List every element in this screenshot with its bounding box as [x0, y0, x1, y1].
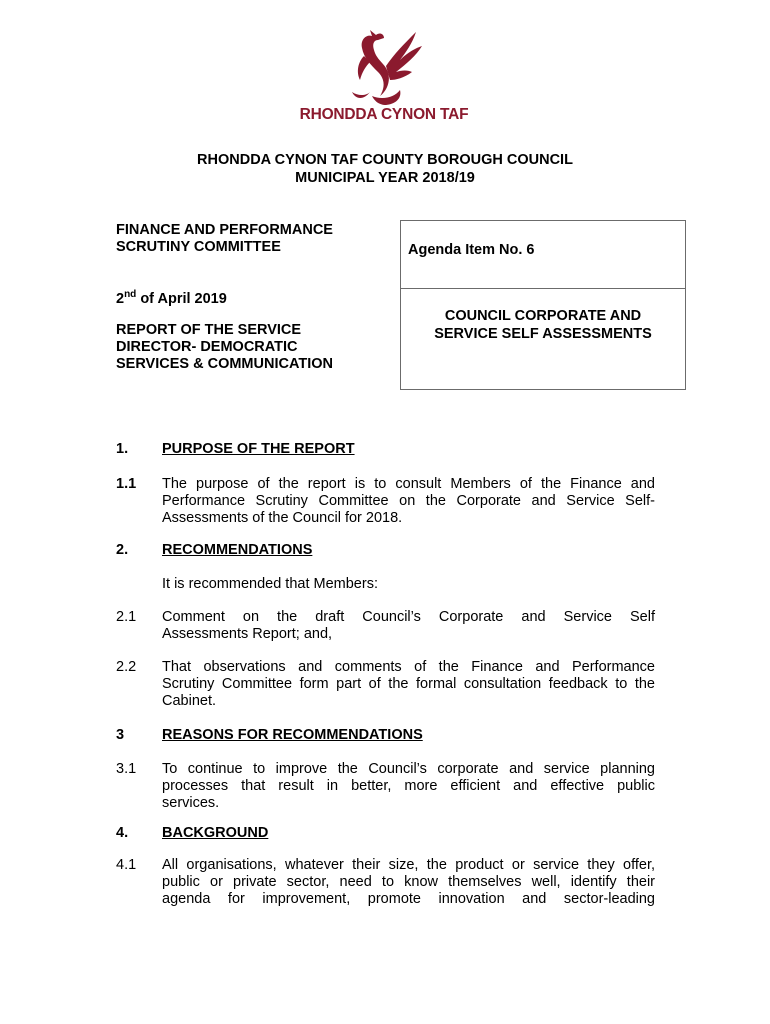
paragraph-number: 4.1 — [116, 857, 137, 873]
paragraph-line: All organisations, whatever their size, the product or service they offer, — [162, 857, 655, 873]
paragraph-number: 3.1 — [116, 761, 137, 777]
report-author — [116, 322, 333, 373]
report-line: DIRECTOR- DEMOCRATIC — [116, 339, 298, 355]
section-heading: RECOMMENDATIONS — [162, 542, 313, 558]
council-logo — [296, 26, 472, 130]
section-heading: PURPOSE OF THE REPORT — [162, 441, 355, 457]
section-heading: REASONS FOR RECOMMENDATIONS — [162, 727, 423, 743]
report-title-line: COUNCIL CORPORATE AND — [444, 308, 642, 324]
paragraph-line: services. — [162, 795, 220, 811]
paragraph — [162, 761, 655, 812]
section-number: 4. — [116, 825, 129, 841]
committee-line: FINANCE AND PERFORMANCE — [116, 222, 333, 238]
box-divider — [401, 288, 685, 289]
section-number: 2. — [116, 542, 129, 558]
agenda-box — [400, 220, 686, 390]
recommendation-intro: It is recommended that Members: — [162, 576, 378, 592]
section-number: 1. — [116, 441, 129, 457]
report-title — [401, 307, 685, 343]
section-heading: BACKGROUND — [162, 825, 269, 841]
report-title-line: SERVICE SELF ASSESSMENTS — [434, 326, 652, 342]
paragraph-number: 2.1 — [116, 609, 137, 625]
paragraph — [162, 857, 655, 908]
municipal-year: MUNICIPAL YEAR 2018/19 — [295, 170, 475, 186]
paragraph-line: Scrutiny Committee form part of the formal consultation feedback to the — [162, 676, 655, 692]
section-number: 3 — [116, 727, 125, 743]
paragraph-number: 1.1 — [116, 476, 137, 492]
paragraph-line: Comment on the draft Council’s Corporate and Service Self — [162, 609, 655, 625]
dragon-emblem-icon — [342, 26, 426, 106]
paragraph-line: Performance Scrutiny Committee on the Corporate and Service Self- — [162, 493, 655, 509]
meeting-date — [116, 289, 227, 307]
paragraph-line: Assessments of the Council for 2018. — [162, 510, 403, 526]
paragraph-line: Assessments Report; and, — [162, 626, 333, 642]
report-line: SERVICES & COMMUNICATION — [116, 356, 333, 372]
paragraph-line: That observations and comments of the Finance and Performance — [162, 659, 655, 675]
paragraph — [162, 476, 655, 527]
logo-wordmark: RHONDDA CYNON TAF — [299, 106, 469, 123]
paragraph-line: processes that result in better, more efficient and effective public — [162, 778, 655, 794]
committee-line: SCRUTINY COMMITTEE — [116, 239, 281, 255]
paragraph-number: 2.2 — [116, 659, 137, 675]
paragraph-line: public or private sector, need to know themselves well, identify their — [162, 874, 655, 890]
council-title: RHONDDA CYNON TAF COUNTY BOROUGH COUNCIL — [197, 152, 573, 168]
report-line: REPORT OF THE SERVICE — [116, 322, 302, 338]
paragraph — [162, 659, 655, 710]
date-suffix: nd — [124, 289, 137, 300]
date-day: 2 — [116, 290, 125, 307]
paragraph-line: The purpose of the report is to consult Members of the Finance and — [162, 476, 655, 492]
paragraph-line: Cabinet. — [162, 693, 217, 709]
date-rest: of April 2019 — [136, 290, 227, 307]
paragraph — [162, 609, 655, 643]
committee-name — [116, 222, 333, 256]
agenda-item-number: Agenda Item No. 6 — [408, 242, 535, 258]
paragraph-line: To continue to improve the Council’s corporate and service planning — [162, 761, 655, 777]
paragraph-line: agenda for improvement, promote innovation and sector-leading — [162, 891, 655, 907]
